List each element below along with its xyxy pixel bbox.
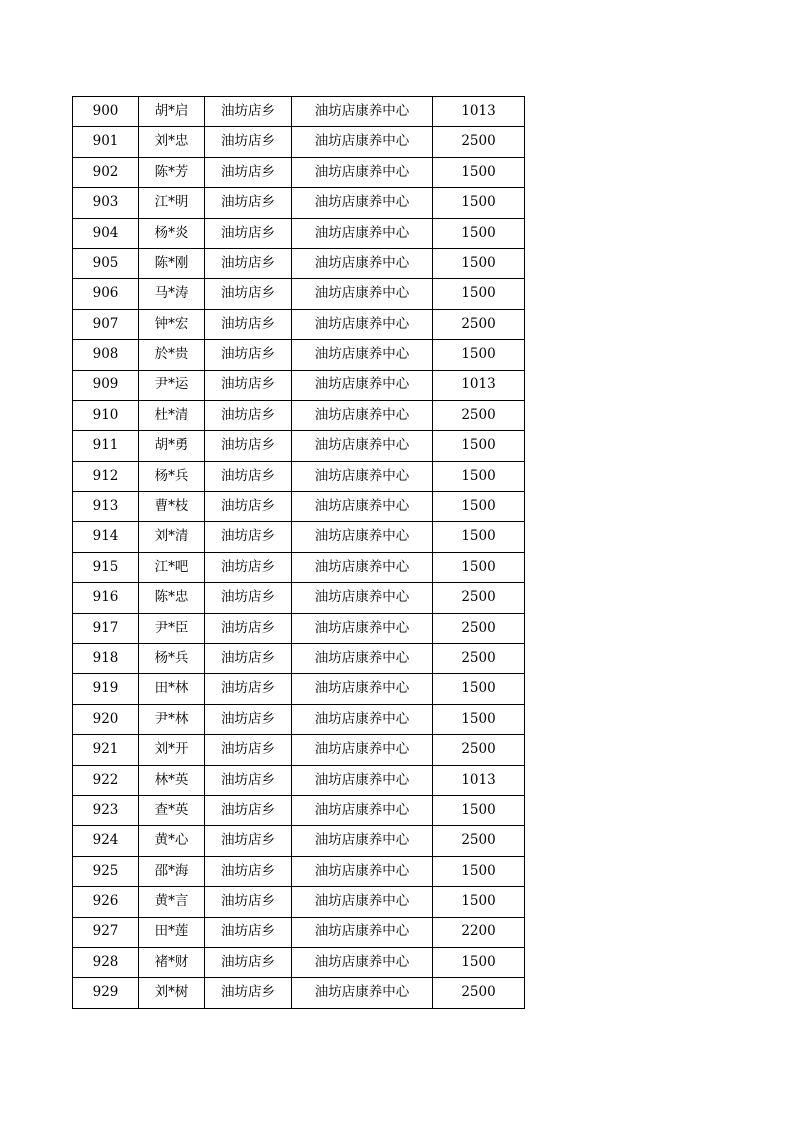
amount-cell: 1500 bbox=[433, 947, 525, 977]
table-row bbox=[73, 279, 525, 309]
row-number-cell: 906 bbox=[73, 279, 139, 309]
row-number-cell: 924 bbox=[73, 826, 139, 856]
person-name-cell: 杜*清 bbox=[139, 400, 205, 430]
row-number-cell: 912 bbox=[73, 461, 139, 491]
person-name-cell: 刘*树 bbox=[139, 978, 205, 1008]
row-number-cell: 903 bbox=[73, 188, 139, 218]
table-row bbox=[73, 522, 525, 552]
person-name-cell: 尹*运 bbox=[139, 370, 205, 400]
table-row bbox=[73, 127, 525, 157]
township-cell: 油坊店乡 bbox=[205, 826, 292, 856]
care-center-cell: 油坊店康养中心 bbox=[292, 795, 433, 825]
row-number-cell: 914 bbox=[73, 522, 139, 552]
amount-cell: 1500 bbox=[433, 218, 525, 248]
township-cell: 油坊店乡 bbox=[205, 583, 292, 613]
amount-cell: 2500 bbox=[433, 735, 525, 765]
person-name-cell: 钟*宏 bbox=[139, 309, 205, 339]
care-center-cell: 油坊店康养中心 bbox=[292, 157, 433, 187]
table-row bbox=[73, 613, 525, 643]
township-cell: 油坊店乡 bbox=[205, 887, 292, 917]
amount-cell: 1500 bbox=[433, 522, 525, 552]
township-cell: 油坊店乡 bbox=[205, 127, 292, 157]
care-center-cell: 油坊店康养中心 bbox=[292, 644, 433, 674]
person-name-cell: 尹*林 bbox=[139, 704, 205, 734]
care-center-cell: 油坊店康养中心 bbox=[292, 370, 433, 400]
amount-cell: 2500 bbox=[433, 309, 525, 339]
township-cell: 油坊店乡 bbox=[205, 765, 292, 795]
row-number-cell: 902 bbox=[73, 157, 139, 187]
township-cell: 油坊店乡 bbox=[205, 309, 292, 339]
person-name-cell: 杨*兵 bbox=[139, 461, 205, 491]
table-row bbox=[73, 947, 525, 977]
table-row bbox=[73, 400, 525, 430]
roster-table-body bbox=[73, 97, 525, 1009]
amount-cell: 1500 bbox=[433, 887, 525, 917]
table-row bbox=[73, 856, 525, 886]
table-row bbox=[73, 370, 525, 400]
township-cell: 油坊店乡 bbox=[205, 370, 292, 400]
amount-cell: 1500 bbox=[433, 248, 525, 278]
township-cell: 油坊店乡 bbox=[205, 400, 292, 430]
person-name-cell: 刘*清 bbox=[139, 522, 205, 552]
table-row bbox=[73, 917, 525, 947]
row-number-cell: 922 bbox=[73, 765, 139, 795]
care-center-cell: 油坊店康养中心 bbox=[292, 127, 433, 157]
care-center-cell: 油坊店康养中心 bbox=[292, 826, 433, 856]
table-row bbox=[73, 492, 525, 522]
row-number-cell: 913 bbox=[73, 492, 139, 522]
amount-cell: 1013 bbox=[433, 370, 525, 400]
table-row bbox=[73, 765, 525, 795]
care-center-cell: 油坊店康养中心 bbox=[292, 613, 433, 643]
row-number-cell: 918 bbox=[73, 644, 139, 674]
person-name-cell: 田*莲 bbox=[139, 917, 205, 947]
township-cell: 油坊店乡 bbox=[205, 552, 292, 582]
care-center-cell: 油坊店康养中心 bbox=[292, 309, 433, 339]
amount-cell: 2500 bbox=[433, 978, 525, 1008]
care-center-cell: 油坊店康养中心 bbox=[292, 522, 433, 552]
care-center-cell: 油坊店康养中心 bbox=[292, 583, 433, 613]
row-number-cell: 926 bbox=[73, 887, 139, 917]
person-name-cell: 林*英 bbox=[139, 765, 205, 795]
table-row bbox=[73, 644, 525, 674]
table-row bbox=[73, 461, 525, 491]
amount-cell: 2200 bbox=[433, 917, 525, 947]
township-cell: 油坊店乡 bbox=[205, 613, 292, 643]
amount-cell: 1500 bbox=[433, 431, 525, 461]
township-cell: 油坊店乡 bbox=[205, 978, 292, 1008]
amount-cell: 1500 bbox=[433, 674, 525, 704]
row-number-cell: 928 bbox=[73, 947, 139, 977]
care-center-cell: 油坊店康养中心 bbox=[292, 856, 433, 886]
amount-cell: 2500 bbox=[433, 400, 525, 430]
person-name-cell: 胡*勇 bbox=[139, 431, 205, 461]
township-cell: 油坊店乡 bbox=[205, 856, 292, 886]
care-center-cell: 油坊店康养中心 bbox=[292, 188, 433, 218]
care-center-cell: 油坊店康养中心 bbox=[292, 887, 433, 917]
amount-cell: 1500 bbox=[433, 856, 525, 886]
person-name-cell: 马*涛 bbox=[139, 279, 205, 309]
township-cell: 油坊店乡 bbox=[205, 522, 292, 552]
row-number-cell: 901 bbox=[73, 127, 139, 157]
care-center-cell: 油坊店康养中心 bbox=[292, 978, 433, 1008]
table-row bbox=[73, 735, 525, 765]
row-number-cell: 907 bbox=[73, 309, 139, 339]
table-row bbox=[73, 218, 525, 248]
table-row bbox=[73, 248, 525, 278]
person-name-cell: 邵*海 bbox=[139, 856, 205, 886]
table-row bbox=[73, 583, 525, 613]
care-center-cell: 油坊店康养中心 bbox=[292, 947, 433, 977]
township-cell: 油坊店乡 bbox=[205, 97, 292, 127]
township-cell: 油坊店乡 bbox=[205, 644, 292, 674]
township-cell: 油坊店乡 bbox=[205, 218, 292, 248]
amount-cell: 2500 bbox=[433, 644, 525, 674]
township-cell: 油坊店乡 bbox=[205, 917, 292, 947]
row-number-cell: 927 bbox=[73, 917, 139, 947]
care-center-cell: 油坊店康养中心 bbox=[292, 552, 433, 582]
amount-cell: 1500 bbox=[433, 340, 525, 370]
person-name-cell: 黄*心 bbox=[139, 826, 205, 856]
amount-cell: 1013 bbox=[433, 765, 525, 795]
township-cell: 油坊店乡 bbox=[205, 735, 292, 765]
row-number-cell: 911 bbox=[73, 431, 139, 461]
row-number-cell: 917 bbox=[73, 613, 139, 643]
row-number-cell: 909 bbox=[73, 370, 139, 400]
township-cell: 油坊店乡 bbox=[205, 492, 292, 522]
amount-cell: 1500 bbox=[433, 157, 525, 187]
amount-cell: 1500 bbox=[433, 795, 525, 825]
person-name-cell: 杨*炎 bbox=[139, 218, 205, 248]
row-number-cell: 916 bbox=[73, 583, 139, 613]
row-number-cell: 900 bbox=[73, 97, 139, 127]
township-cell: 油坊店乡 bbox=[205, 947, 292, 977]
amount-cell: 1500 bbox=[433, 279, 525, 309]
township-cell: 油坊店乡 bbox=[205, 795, 292, 825]
township-cell: 油坊店乡 bbox=[205, 340, 292, 370]
amount-cell: 2500 bbox=[433, 583, 525, 613]
person-name-cell: 陈*芳 bbox=[139, 157, 205, 187]
person-name-cell: 於*贵 bbox=[139, 340, 205, 370]
person-name-cell: 尹*臣 bbox=[139, 613, 205, 643]
person-name-cell: 胡*启 bbox=[139, 97, 205, 127]
table-row bbox=[73, 978, 525, 1008]
table-row bbox=[73, 97, 525, 127]
care-center-cell: 油坊店康养中心 bbox=[292, 431, 433, 461]
township-cell: 油坊店乡 bbox=[205, 157, 292, 187]
table-row bbox=[73, 340, 525, 370]
roster-sheet bbox=[72, 96, 525, 1009]
amount-cell: 1500 bbox=[433, 188, 525, 218]
care-center-cell: 油坊店康养中心 bbox=[292, 735, 433, 765]
amount-cell: 1013 bbox=[433, 97, 525, 127]
row-number-cell: 908 bbox=[73, 340, 139, 370]
person-name-cell: 刘*忠 bbox=[139, 127, 205, 157]
amount-cell: 1500 bbox=[433, 492, 525, 522]
person-name-cell: 陈*忠 bbox=[139, 583, 205, 613]
care-center-cell: 油坊店康养中心 bbox=[292, 218, 433, 248]
amount-cell: 1500 bbox=[433, 704, 525, 734]
township-cell: 油坊店乡 bbox=[205, 188, 292, 218]
row-number-cell: 921 bbox=[73, 735, 139, 765]
person-name-cell: 褚*财 bbox=[139, 947, 205, 977]
township-cell: 油坊店乡 bbox=[205, 704, 292, 734]
row-number-cell: 929 bbox=[73, 978, 139, 1008]
care-center-cell: 油坊店康养中心 bbox=[292, 674, 433, 704]
care-center-cell: 油坊店康养中心 bbox=[292, 400, 433, 430]
care-center-cell: 油坊店康养中心 bbox=[292, 765, 433, 795]
township-cell: 油坊店乡 bbox=[205, 248, 292, 278]
care-center-cell: 油坊店康养中心 bbox=[292, 917, 433, 947]
row-number-cell: 905 bbox=[73, 248, 139, 278]
table-row bbox=[73, 704, 525, 734]
row-number-cell: 904 bbox=[73, 218, 139, 248]
amount-cell: 1500 bbox=[433, 552, 525, 582]
table-row bbox=[73, 674, 525, 704]
township-cell: 油坊店乡 bbox=[205, 431, 292, 461]
care-center-cell: 油坊店康养中心 bbox=[292, 704, 433, 734]
person-name-cell: 查*英 bbox=[139, 795, 205, 825]
row-number-cell: 925 bbox=[73, 856, 139, 886]
row-number-cell: 920 bbox=[73, 704, 139, 734]
township-cell: 油坊店乡 bbox=[205, 461, 292, 491]
table-row bbox=[73, 795, 525, 825]
person-name-cell: 黄*言 bbox=[139, 887, 205, 917]
row-number-cell: 915 bbox=[73, 552, 139, 582]
care-center-cell: 油坊店康养中心 bbox=[292, 248, 433, 278]
township-cell: 油坊店乡 bbox=[205, 279, 292, 309]
person-name-cell: 陈*刚 bbox=[139, 248, 205, 278]
table-row bbox=[73, 157, 525, 187]
table-row bbox=[73, 431, 525, 461]
amount-cell: 1500 bbox=[433, 461, 525, 491]
amount-cell: 2500 bbox=[433, 826, 525, 856]
table-row bbox=[73, 552, 525, 582]
township-cell: 油坊店乡 bbox=[205, 674, 292, 704]
care-center-cell: 油坊店康养中心 bbox=[292, 279, 433, 309]
amount-cell: 2500 bbox=[433, 127, 525, 157]
table-row bbox=[73, 309, 525, 339]
care-center-cell: 油坊店康养中心 bbox=[292, 492, 433, 522]
person-name-cell: 田*林 bbox=[139, 674, 205, 704]
person-name-cell: 江*明 bbox=[139, 188, 205, 218]
table-row bbox=[73, 188, 525, 218]
row-number-cell: 923 bbox=[73, 795, 139, 825]
row-number-cell: 910 bbox=[73, 400, 139, 430]
row-number-cell: 919 bbox=[73, 674, 139, 704]
table-row bbox=[73, 887, 525, 917]
table-row bbox=[73, 826, 525, 856]
care-center-cell: 油坊店康养中心 bbox=[292, 461, 433, 491]
person-name-cell: 刘*开 bbox=[139, 735, 205, 765]
person-name-cell: 曹*枝 bbox=[139, 492, 205, 522]
care-center-cell: 油坊店康养中心 bbox=[292, 97, 433, 127]
amount-cell: 2500 bbox=[433, 613, 525, 643]
person-name-cell: 杨*兵 bbox=[139, 644, 205, 674]
roster-table bbox=[72, 96, 525, 1009]
care-center-cell: 油坊店康养中心 bbox=[292, 340, 433, 370]
person-name-cell: 江*吧 bbox=[139, 552, 205, 582]
